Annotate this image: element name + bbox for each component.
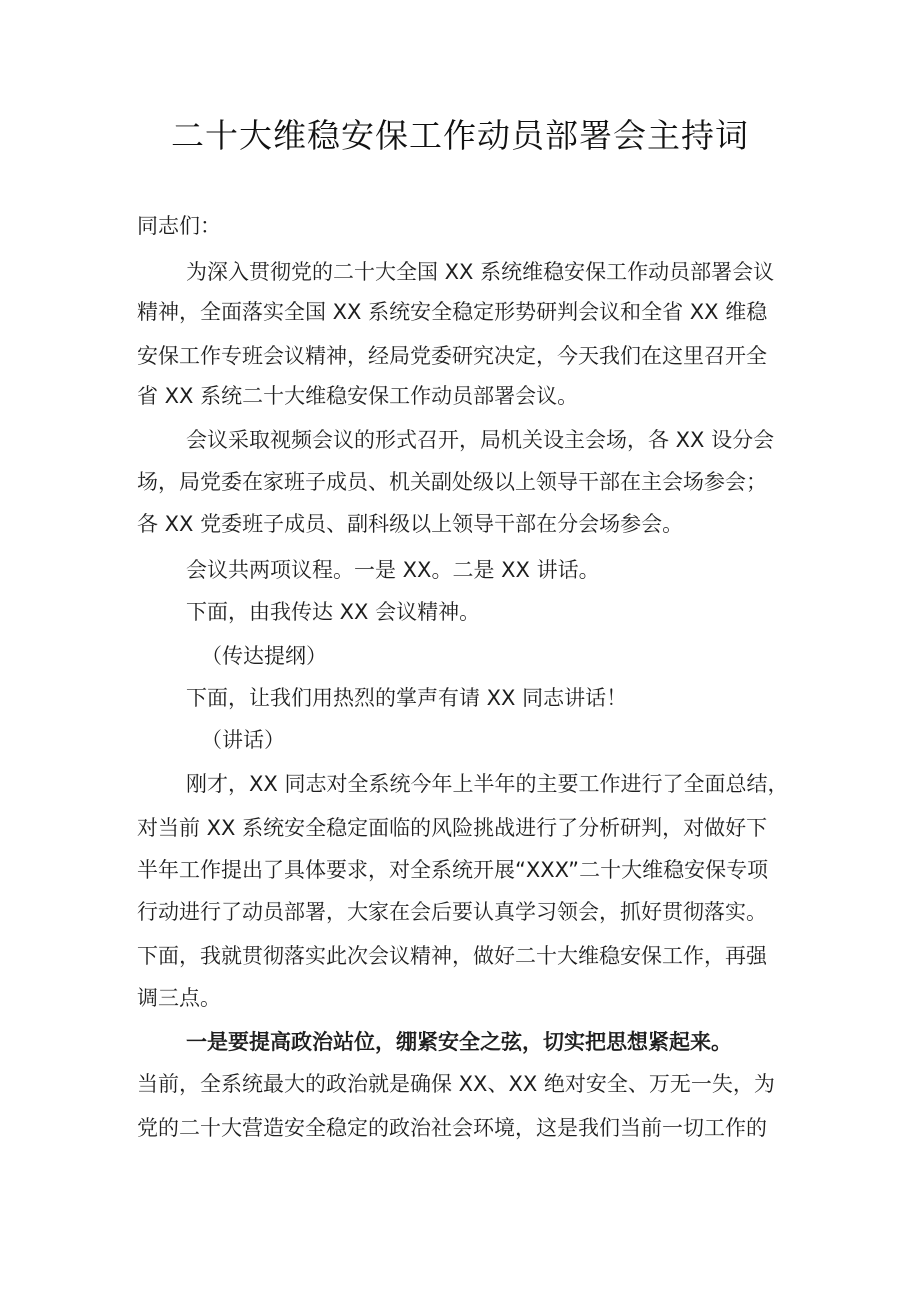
paragraph-line: 下面，我就贯彻落实此次会议精神，做好二十大维稳安保工作，再强 [137,944,767,968]
section-heading: 一是要提高政治站位，绷紧安全之弦，切实把思想紧起来。 [186,1030,732,1054]
paragraph-line: 对当前 XX 系统安全稳定面临的风险挑战进行了分析研判，对做好下 [137,816,768,840]
paragraph-line: 刚才，XX 同志对全系统今年上半年的主要工作进行了全面总结， [186,772,789,796]
paragraph-line: 会议采取视频会议的形式召开，局机关设主会场，各 XX 设分会 [186,428,775,452]
stage-direction: （讲话） [201,728,285,752]
paragraph-line: 下面，让我们用热烈的掌声有请 XX 同志讲话！ [186,686,628,710]
salutation: 同志们： [137,214,221,238]
paragraph-line: 行动进行了动员部署，大家在会后要认真学习领会，抓好贯彻落实。 [137,900,767,924]
document-title: 二十大维稳安保工作动员部署会主持词 [171,116,749,155]
paragraph-line: 场，局党委在家班子成员、机关副处级以上领导干部在主会场参会； [137,470,767,494]
paragraph-line: 会议共两项议程。一是 XX。二是 XX 讲话。 [186,558,600,582]
paragraph-line: 各 XX 党委班子成员、副科级以上领导干部在分会场参会。 [137,512,684,536]
paragraph-line: 安保工作专班会议精神，经局党委研究决定，今天我们在这里召开全 [137,344,767,368]
paragraph-line: 下面，由我传达 XX 会议精神。 [186,600,481,624]
paragraph-line: 半年工作提出了具体要求，对全系统开展“XXX”二十大维稳安保专项 [137,858,769,882]
paragraph-line: 精神，全面落实全国 XX 系统安全稳定形势研判会议和全省 XX 维稳 [137,300,768,324]
paragraph-line: 省 XX 系统二十大维稳安保工作动员部署会议。 [137,384,579,408]
paragraph-line: 当前，全系统最大的政治就是确保 XX、XX 绝对安全、万无一失，为 [137,1072,775,1096]
stage-direction: （传达提纲） [201,644,327,668]
paragraph-line: 调三点。 [137,986,221,1010]
paragraph-line: 为深入贯彻党的二十大全国 XX 系统维稳安保工作动员部署会议 [186,260,775,284]
paragraph-line: 党的二十大营造安全稳定的政治社会环境，这是我们当前一切工作的 [137,1116,767,1140]
